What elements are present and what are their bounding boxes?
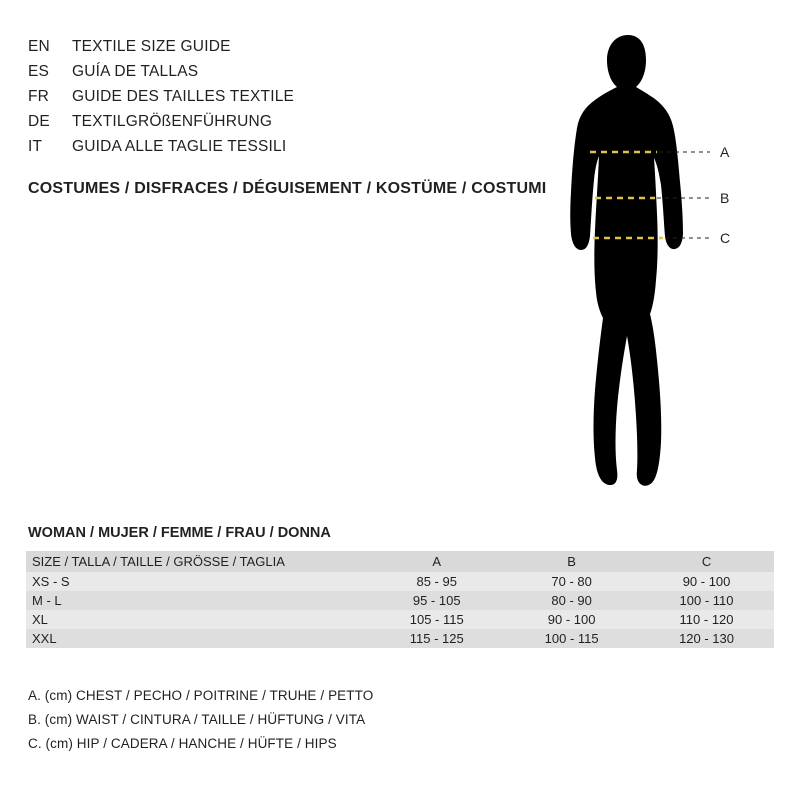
- table-row: [26, 629, 774, 648]
- cell-c: 120 - 130: [679, 631, 734, 646]
- marker-label-c: C: [720, 230, 731, 246]
- language-row: [28, 63, 548, 88]
- table-row: [26, 591, 774, 610]
- legend-row-b: B. (cm) WAIST / CINTURA / TAILLE / HÜFTUNG / VITA: [28, 712, 366, 727]
- table-header-row: [26, 551, 774, 572]
- cell-a: 85 - 95: [416, 574, 457, 589]
- cell-b: 100 - 115: [544, 631, 599, 646]
- table-body: [26, 572, 774, 648]
- cell-size: M - L: [32, 593, 62, 608]
- language-row: [28, 113, 548, 138]
- cell-a: 105 - 115: [409, 612, 464, 627]
- table-row: [26, 572, 774, 591]
- cell-c: 90 - 100: [682, 574, 731, 589]
- cell-size: XS - S: [32, 574, 70, 589]
- language-row: [28, 138, 548, 163]
- marker-label-b: B: [720, 190, 730, 206]
- language-title: TEXTILE SIZE GUIDE: [72, 38, 231, 55]
- column-header-c: C: [639, 551, 774, 572]
- language-title: GUIDE DES TAILLES TEXTILE: [72, 88, 295, 105]
- language-title: GUÍA DE TALLAS: [72, 63, 199, 80]
- cell-b: 90 - 100: [547, 612, 596, 627]
- language-title: TEXTILGRÖßENFÜHRUNG: [72, 113, 273, 130]
- marker-label-a: A: [720, 144, 730, 160]
- language-row: [28, 88, 548, 113]
- language-list: [28, 38, 548, 163]
- language-code: DE: [28, 113, 50, 130]
- cell-b: 70 - 80: [551, 574, 592, 589]
- cell-size: XXL: [32, 631, 57, 646]
- table-header: [26, 551, 774, 572]
- cell-a: 95 - 105: [412, 593, 461, 608]
- cell-size: XL: [32, 612, 48, 627]
- legend-row-a: A. (cm) CHEST / PECHO / POITRINE / TRUHE / PETTO: [28, 688, 374, 703]
- cell-c: 110 - 120: [679, 612, 734, 627]
- table-group-title: WOMAN / MUJER / FEMME / FRAU / DONNA: [28, 525, 331, 541]
- language-code: EN: [28, 38, 50, 55]
- cell-a: 115 - 125: [409, 631, 464, 646]
- column-header-size: SIZE / TALLA / TAILLE / GRÖSSE / TAGLIA: [26, 551, 369, 572]
- language-code: IT: [28, 138, 43, 155]
- cell-c: 100 - 110: [679, 593, 734, 608]
- column-header-a: A: [369, 551, 504, 572]
- language-code: FR: [28, 88, 50, 105]
- female-silhouette-figure: [545, 30, 775, 490]
- legend-row-c: C. (cm) HIP / CADERA / HANCHE / HÜFTE / HIPS: [28, 736, 337, 751]
- measurement-lines: [545, 30, 775, 490]
- cell-b: 80 - 90: [551, 593, 592, 608]
- language-row: [28, 38, 548, 63]
- language-title: GUIDA ALLE TAGLIE TESSILI: [72, 138, 287, 155]
- costumes-subtitle: COSTUMES / DISFRACES / DÉGUISEMENT / KOSTÜME / COSTUMI: [28, 180, 547, 197]
- column-header-b: B: [504, 551, 639, 572]
- size-table: [26, 551, 774, 648]
- measurement-legend: [28, 688, 588, 760]
- language-code: ES: [28, 63, 50, 80]
- table-row: [26, 610, 774, 629]
